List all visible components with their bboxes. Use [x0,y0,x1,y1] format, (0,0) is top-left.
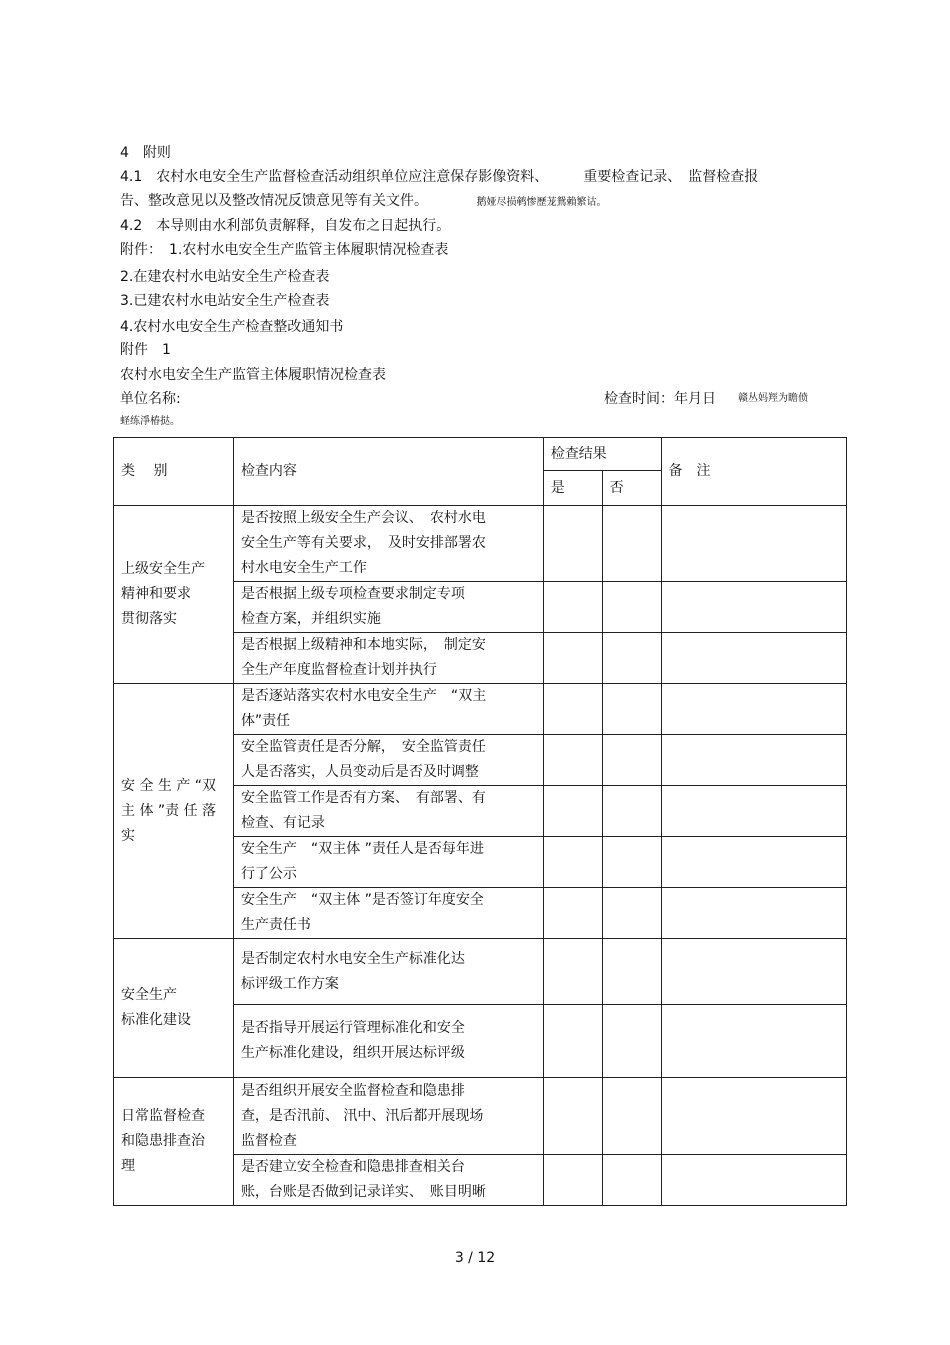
header-yes: 是 [543,471,602,506]
note-cell [661,888,847,939]
note-cell [661,633,847,684]
yes-cell [543,633,602,684]
noise-text-1: 鹅娅尽损鹌惨歷茏鴛賴繁诂。 [476,197,607,208]
table-title: 农村水电安全生产监管主体履职情况检查表 [120,367,386,383]
note-cell [661,1078,847,1155]
attachment-list-4: 4.农村水电安全生产检查整改通知书 [120,319,344,335]
note-cell [661,582,847,633]
check-item-cell: 安全监管工作是否有方案、 有部署、有 检查、有记录 [233,786,543,837]
note-cell [661,786,847,837]
check-item-cell: 是否按照上级安全生产会议、 农村水电 安全生产等有关要求， 及时安排部署农 村水电安全生产工作 [233,506,543,582]
yes-cell [543,837,602,888]
header-no: 否 [602,471,661,506]
no-cell [602,684,661,735]
category-cell: 上级安全生产 精神和要求 贯彻落实 [114,506,234,684]
yes-cell [543,582,602,633]
category-cell: 安 全 生 产 “双 主 体 ”责 任 落 实 [114,684,234,939]
note-cell [661,506,847,582]
no-cell [602,939,661,1005]
yes-cell [543,888,602,939]
page-number: 3 / 12 [454,1250,496,1266]
header-content: 检查内容 [233,438,543,506]
noise-text-3: 蛏练淨椿挞。 [120,416,180,427]
inspection-table [113,437,847,1206]
check-item-cell: 安全生产 “双主体 ”责任人是否每年进 行了公示 [233,837,543,888]
check-item-cell: 是否指导开展运行管理标准化和安全 生产标准化建设，组织开展达标评级 [233,1005,543,1078]
header-category: 类 别 [114,438,234,506]
note-cell [661,684,847,735]
yes-cell [543,1078,602,1155]
attachment-list-1: 附件： 1.农村水电安全生产监管主体履职情况检查表 [120,242,449,258]
clause-4-2: 4.2 本导则由水利部负责解释，自发布之日起执行。 [120,218,451,234]
yes-cell [543,735,602,786]
note-cell [661,735,847,786]
no-cell [602,735,661,786]
table-row [114,506,847,582]
section-heading: 4 附则 [120,145,171,161]
no-cell [602,1155,661,1206]
noise-text-2: 赣丛妈羥为瞻偾 [738,393,808,404]
check-item-cell: 安全生产 “双主体 ”是否签订年度安全 生产责任书 [233,888,543,939]
no-cell [602,1005,661,1078]
check-item-cell: 是否根据上级精神和本地实际， 制定安 全生产年度监督检查计划并执行 [233,633,543,684]
no-cell [602,633,661,684]
table-row [114,684,847,735]
check-item-cell: 是否制定农村水电安全生产标准化达 标评级工作方案 [233,939,543,1005]
note-cell [661,837,847,888]
table-row [114,1078,847,1155]
no-cell [602,786,661,837]
unit-label: 单位名称: [120,391,181,407]
attachment-heading: 附件 1 [120,342,171,358]
category-cell: 日常监督检查 和隐患排查治 理 [114,1078,234,1206]
header-note: 备 注 [661,438,847,506]
clause-4-1-text: 告、整改意见以及整改情况反馈意见等有关文件。 [120,193,428,209]
no-cell [602,888,661,939]
check-item-cell: 是否建立安全检查和隐患排查相关台 账，台账是否做到记录详实、 账目明晰 [233,1155,543,1206]
header-result: 检查结果 [543,438,661,471]
check-item-cell: 是否逐站落实农村水电安全生产 “双主 体”责任 [233,684,543,735]
yes-cell [543,684,602,735]
no-cell [602,837,661,888]
no-cell [602,1078,661,1155]
yes-cell [543,1155,602,1206]
yes-cell [543,506,602,582]
attachment-list-2: 2.在建农村水电站安全生产检查表 [120,269,330,285]
yes-cell [543,786,602,837]
note-cell [661,1005,847,1078]
yes-cell [543,1005,602,1078]
check-item-cell: 安全监管责任是否分解， 安全监管责任 人是否落实，人员变动后是否及时调整 [233,735,543,786]
attachment-list-3: 3.已建农村水电站安全生产检查表 [120,293,330,309]
check-item-cell: 是否根据上级专项检查要求制定专项 检查方案，并组织实施 [233,582,543,633]
no-cell [602,506,661,582]
yes-cell [543,939,602,1005]
note-cell [661,939,847,1005]
no-cell [602,582,661,633]
unit-row [120,389,830,409]
category-cell: 安全生产 标准化建设 [114,939,234,1078]
note-cell [661,1155,847,1206]
clause-4-1-line-1: 4.1 农村水电安全生产监督检查活动组织单位应注意保存影像资料、 重要检查记录、 监督检查报 [120,169,759,185]
check-item-cell: 是否组织开展安全监督检查和隐患排 查，是否汛前、 汛中、汛后都开展现场 监督检查 [233,1078,543,1155]
inspection-time-label: 检查时间：年月日 [604,391,716,407]
table-row [114,939,847,1005]
clause-4-1-line-2 [120,191,606,213]
